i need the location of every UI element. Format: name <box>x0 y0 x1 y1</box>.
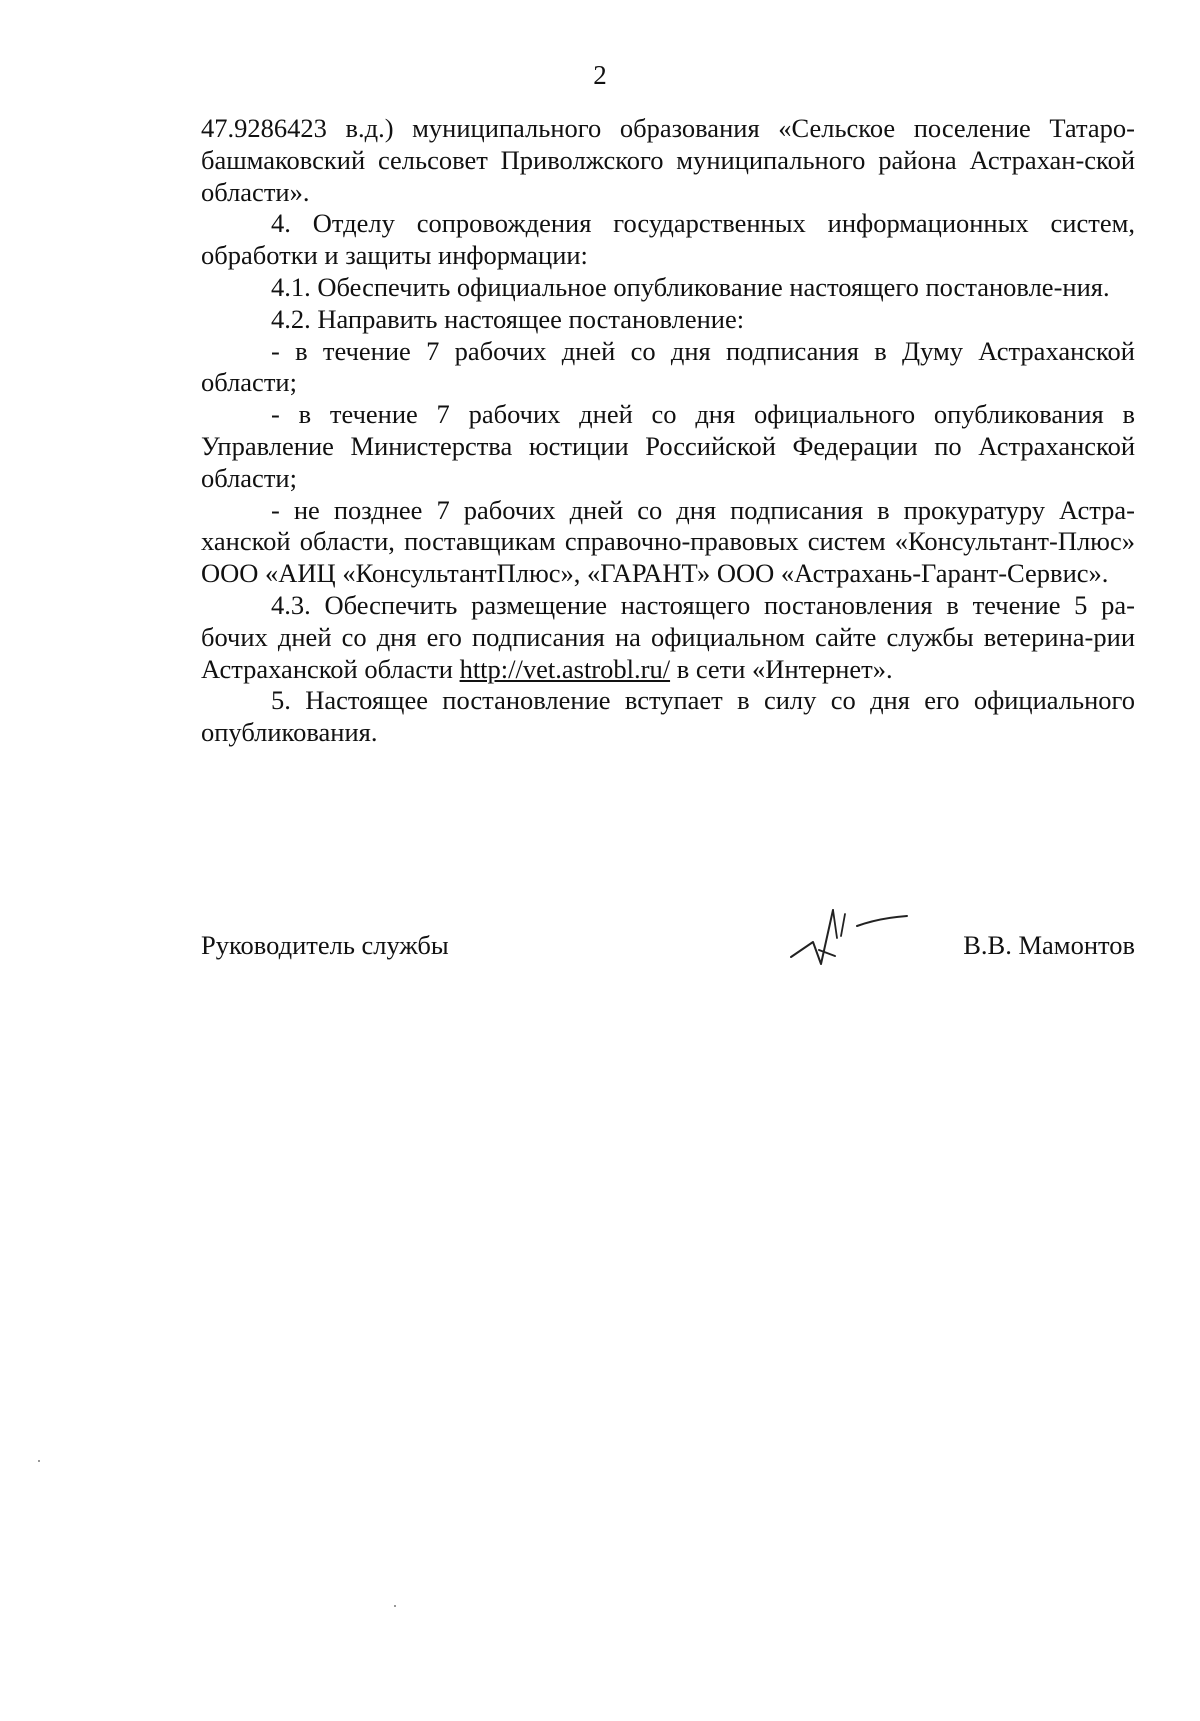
paragraph-coordinates: 47.9286423 в.д.) муниципального образования «Сельское поселение Татаро-башмаковский сельсовет Приволжского муниципального района Астрахан-ской области». <box>201 113 1135 207</box>
signer-position: Руководитель службы <box>201 930 449 960</box>
signature-block <box>201 920 1135 980</box>
item-4-3-text: 4.3. Обеспечить размещение настоящего постановления в течение 5 ра-бочих дней со дня его подписания на официальном сайте службы ветерина-рии Астраханской области <box>201 589 1135 684</box>
paragraph-item-4-2: 4.2. Направить настоящее постановление: <box>271 303 745 334</box>
vet-site-link[interactable]: http://vet.astrobl.ru/ <box>459 653 671 684</box>
paragraph-prosecutor: - не позднее 7 рабочих дней со дня подписания в прокуратуру Астра-ханской области, поставщикам справочно-правовых систем «Консультант-Плюс» ООО «АИЦ «КонсультантПлюс», «ГАРАНТ» ООО «Астрахань-Гарант-Сервис». <box>201 494 1135 589</box>
document-body <box>201 113 1135 749</box>
paragraph-item-4-3 <box>201 590 1135 685</box>
signer-name: В.В. Мамонтов <box>963 930 1135 960</box>
handwritten-signature-icon <box>761 902 911 982</box>
page-number: 2 <box>593 60 607 90</box>
paragraph-duma: - в течение 7 рабочих дней со дня подписания в Думу Астраханской области; <box>201 335 1135 398</box>
scan-artifact <box>38 1460 40 1462</box>
paragraph-item-4: 4. Отделу сопровождения государственных информационных систем, обработки и защиты информации: <box>201 208 1135 271</box>
paragraph-item-4-1: 4.1. Обеспечить официальное опубликование настоящего постановле-ния. <box>271 271 1110 302</box>
item-4-3-tail: в сети «Интернет». <box>670 653 893 684</box>
scan-artifact <box>394 1605 396 1607</box>
paragraph-item-5: 5. Настоящее постановление вступает в силу со дня его официального опубликования. <box>201 685 1135 748</box>
paragraph-justice-ministry: - в течение 7 рабочих дней со дня официального опубликования в Управление Министерства юстиции Российской Федерации по Астраханской области; <box>201 399 1135 493</box>
